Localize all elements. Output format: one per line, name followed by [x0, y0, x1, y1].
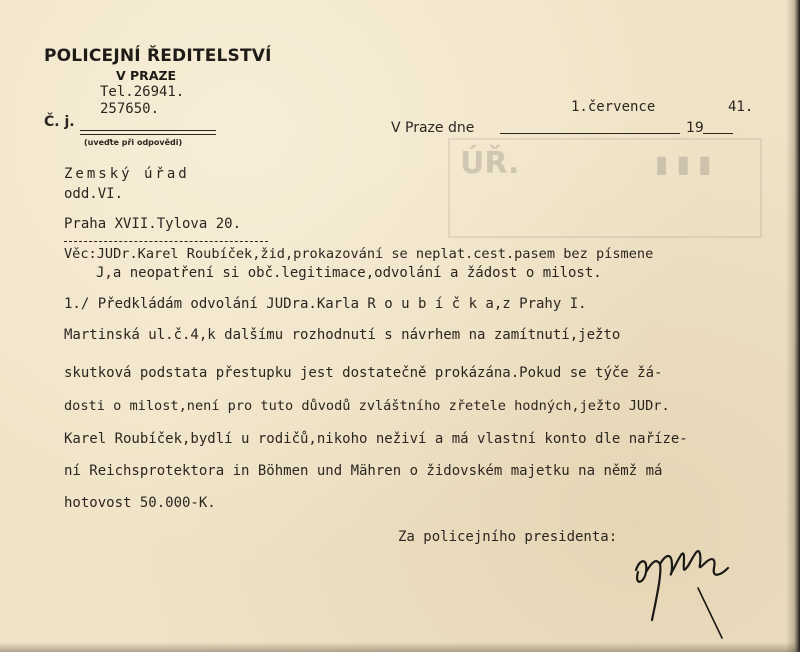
- reference-hint: (uveďte při odpovědi): [84, 138, 183, 147]
- recipient-line-3: Praha XVII.Tylova 20.: [64, 216, 242, 232]
- place-label: V Praze dne: [391, 120, 475, 136]
- recipient-line-2: odd.VI.: [64, 186, 124, 202]
- subject-line-1: Věc:JUDr.Karel Roubíček,žid,prokazování se neplat.cest.pasem bez písmene: [64, 246, 654, 262]
- body-line: dosti o milost,není pro tuto důvodů zvláštního zřetele hodných,ježto JUDr.: [64, 398, 670, 414]
- body-line: skutková podstata přestupku jest dostatečně prokázána.Pokud se týče žá-: [64, 365, 663, 381]
- year-line: [703, 133, 733, 134]
- year-prefix: 19: [686, 120, 704, 136]
- scan-edge-shadow: [0, 642, 800, 652]
- reference-number-line: [80, 134, 216, 135]
- subject-line-2: J,a neopatření si obč.legitimace,odvolání a žádost o milost.: [96, 265, 602, 281]
- letterhead-title: POLICEJNÍ ŘEDITELSTVÍ: [44, 46, 272, 66]
- letterhead: [44, 46, 272, 83]
- reference-number-label: Č. j.: [44, 114, 75, 130]
- letterhead-city: V PRAZE: [116, 68, 177, 83]
- reference-number-line: [80, 130, 216, 131]
- recipient-line-1: Zemský úřad: [64, 166, 190, 182]
- stamp-mark: ▮ ▮ ▮: [655, 150, 712, 178]
- stamp-mark: ÚŘ.: [460, 146, 520, 181]
- faded-stamp: [448, 138, 762, 238]
- body-line: ní Reichsprotektora in Böhmen und Mähren o židovském majetku na němž má: [64, 463, 663, 479]
- divider-dashed: [64, 241, 268, 242]
- letterhead-phone: [100, 84, 184, 118]
- phone-line-1: Tel.26941.: [100, 84, 185, 100]
- signature-caption: Za policejního presidenta:: [398, 529, 618, 545]
- date-year-suffix: 41.: [728, 99, 754, 115]
- body-line: Martinská ul.č.4,k dalšímu rozhodnutí s návrhem na zamítnutí,ježto: [64, 327, 621, 343]
- phone-line-2: 257650.: [100, 101, 160, 117]
- date-day-month: 1.července: [571, 99, 656, 115]
- handwritten-signature: [626, 528, 766, 643]
- body-line: Karel Roubíček,bydlí u rodičů,nikoho neživí a má vlastní konto dle naříze-: [64, 431, 688, 447]
- body-line: 1./ Předkládám odvolání JUDra.Karla R o u b í č k a,z Prahy I.: [64, 296, 587, 312]
- date-line: [500, 133, 680, 134]
- scan-edge-shadow: [786, 0, 800, 652]
- body-line: hotovost 50.000-K.: [64, 495, 216, 511]
